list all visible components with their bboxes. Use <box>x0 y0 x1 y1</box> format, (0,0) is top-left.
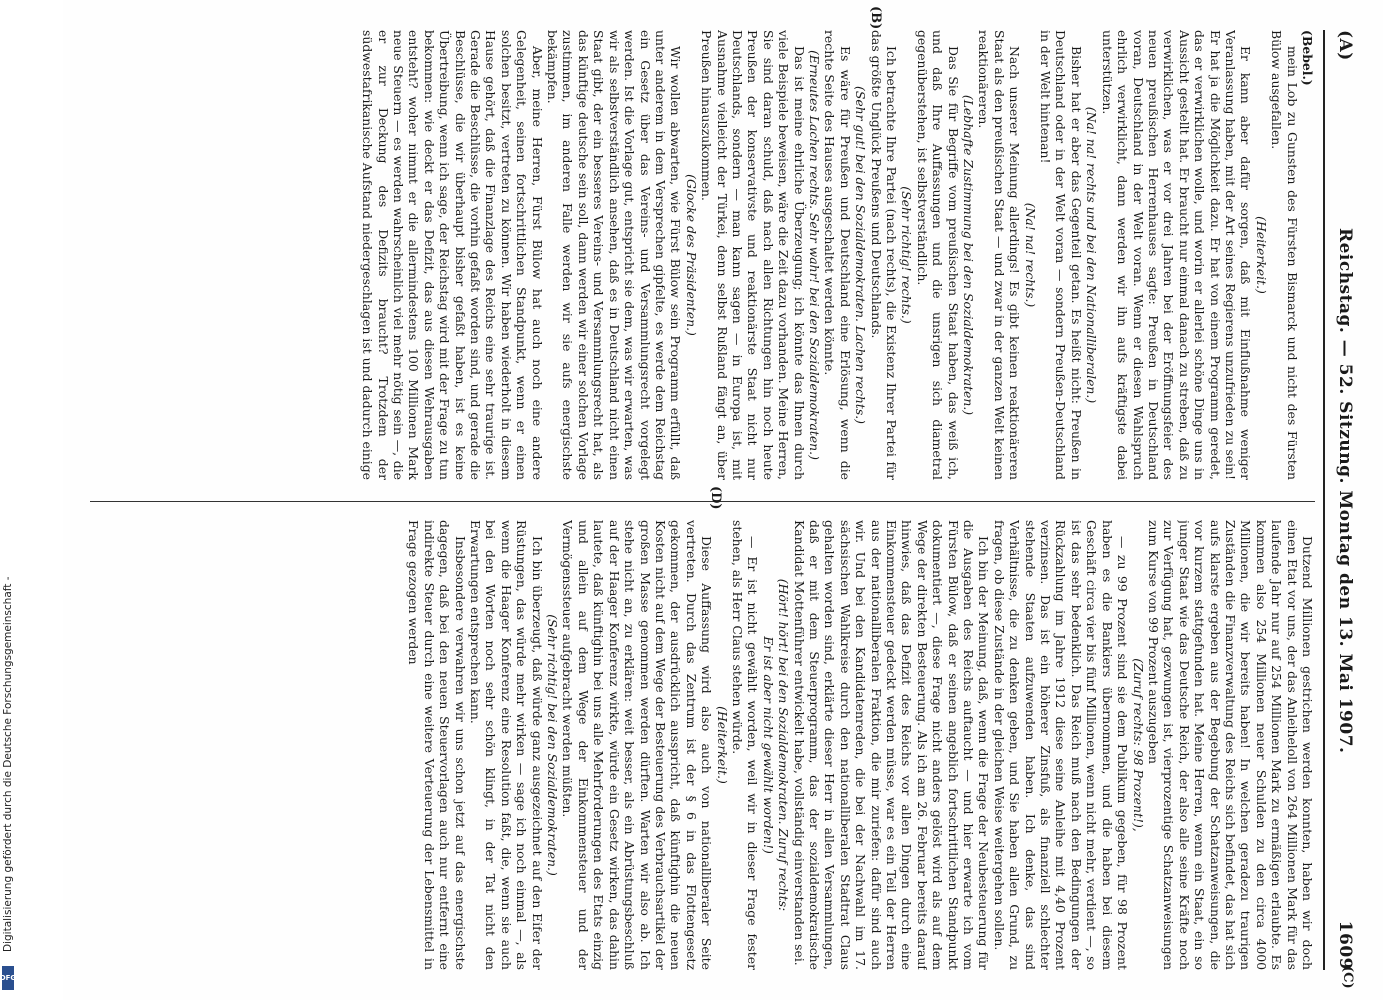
interjection: (Glocke des Präsidenten.) <box>683 174 699 336</box>
digitization-credit <box>3 32 17 992</box>
dfg-logo-text: DFG <box>0 974 17 982</box>
interjection: Er ist aber nicht gewählt worden!) <box>760 636 776 854</box>
interjection: (Na! na! rechts.) <box>1022 202 1038 308</box>
margin-mark-b: (B) <box>868 6 883 30</box>
paragraph: — Er ist nicht gewählt worden, weil wir in dieser Frage fester stehen, als Herr Claus stehen würde. <box>729 520 761 970</box>
paragraph: Diese Auffassung wird also auch von nationalliberaler Seite vertreten. Durch das Zentrum ist der § 6 in das Flottengesetz gekommen, der ausdrücklich ausspricht, daß künftighin die neuen Kosten nicht auf dem Wege der Besteuerung des Verbrauchsartikel der großen Masse genommen werden dürften. Warten wir also ab. Ich stehe nicht an, zu erklären: weit besser, als ein Abrüstungsbeschluß auf der Haager Konferenz wirkte, würde ein Gesetz wirken, das dahin lautete, daß künftighin bei uns alle Mehrforderungen des Etats einzig und allein auf dem Wege der Einkommensteuer und der Vermögenssteuer aufgebracht werden müßten. <box>560 520 715 970</box>
paragraph: Er kann aber dafür sorgen, daß mit Einflußnahme weniger Veranlassung haben, mit der Art seines Regierens unzufrieden zu sein! Er hat ja die Möglichkeit dazu. Er hat von einem Programm geredet, das er verwirklichen wolle, und worin er allerlei schöne Dinge uns in Aussicht gestellt hat. Er braucht nur einmal danach zu streben, daß zu verwirklichen, was er vor drei Jahren bei der Eröffnungsfeier des neuen preußischen Herrenhauses sagte: Preußen in Deutschland voran, Deutschland in der Welt voran. Wenn er diesen Wahlspruch ehrlich verwirklicht, dann werden wir ihn aufs kräftigste dabei unterstützen. <box>1099 30 1254 480</box>
paragraph: mein Lob zu Gunsten des Fürsten Bismarck und nicht des Fürsten Bülow ausgefallen. <box>1269 30 1300 480</box>
paragraph: Wir wollen abwarten, wie Fürst Bülow sein Programm erfüllt, daß unter anderem in dem Versprechen gipfelte, es werde dem Reichstag ein Gesetz über das Vereins- und Versammlungsrecht vorgelegt werden. Ist die Vorlage gut, entspricht sie dem, was wir erwarten, was wir als selbstverständlich ansehen, daß es in Deutschland nicht einen Staat gibt, der ein besseres Vereins- und Versammlungsrecht hat, als das künftige deutsche sein soll, dann werden wir einer solchen Vorlage zustimmen, im anderen Falle werden wir sie aufs energischste bekämpfen. <box>545 30 684 480</box>
interjection: (Sehr gut! bei den Sozialdemokraten. Lachen rechts.) <box>853 86 869 424</box>
column-divider <box>90 501 1315 502</box>
paragraph: Ich bin der Meinung, daß, wenn die Frage der Neubesteuerung für die Ausgaben des Reichs auftaucht — und hier erwarte ich vom Fürsten Bülow, daß er seinen angeblich fortschrittlichen Standpunkt dokumentiert —, diese Frage nicht anders gelöst wird als auf dem Wege der direkten Besteuerung. Als ich am 26. Februar bereits darauf hinwies, daß das Defizit des Reichs vor allen Dingen durch eine Einkommensteuer gedeckt werden müsse, war es ein Teil der Herren aus der nationalliberalen Fraktion, die mir zuriefen: dafür sind auch wir. Und bei den Kandidatenreden, die bei der Nachwahl im 17. sächsischen Wahlkreise durch den nationalliberalen Stadtrat Claus gehalten worden sind, erklärte dieser Herr in allen Versammlungen, daß er mit dem Steuerprogramm, das der sozialdemokratische Kandidat Mottenführer entwickelt habe, vollständig einverstanden sei. <box>791 520 992 970</box>
page-header <box>1323 30 1365 970</box>
dfg-logo-icon <box>0 966 17 990</box>
paragraph: Das ist meine ehrliche Überzeugung; ich könnte das Ihnen durch viele Beispiele beweisen, wäre die Zeit dazu vorhanden. Meine Herren, Sie sind daran schuld, daß nach allen Richtungen hin noch heute Preußen der konservativste und reaktionärste Staat nicht nur Deutschlands, sondern — man kann sagen — in Europa ist, mit Ausnahme vielleicht der Türkei, denn selbst Rußland fängt an, über Preußen hinauszukommen. <box>699 30 807 480</box>
margin-mark-c: (C) <box>1340 966 1355 989</box>
interjection: (Sehr richtig! rechts.) <box>899 186 915 324</box>
paragraph: Es wäre für Preußen und Deutschland eine Erlösung, wenn die rechte Seite des Hauses ausgeschaltet werden könnte. <box>822 30 853 480</box>
paragraph: Aber, meine Herren, Fürst Bülow hat auch noch eine andere Gelegenheit, seinen fortschrittlichen Standpunkt, wenn er einen solchen besitzt, vertreten zu können. Wir haben wiederholt in diesem Hause gehört, daß die Finanzlage des Reichs eine sehr traurige ist. Gerade die Beschlüsse, die vorhin gefaßt worden sind, und gerade die Beschlüsse, die wir überhaupt bisher gefaßt haben, ist es keine Übertreibung, wenn ich sage, der Reichstag wird mit der Frage zu tun bekommen: wie deckt er das Defizit, das aus diesen Wehrausgaben entsteht? woher nimmt er die allermindestens 100 Millionen Mark neue Steuern — es werden wahrscheinlich viel mehr nötig sein —, die er zur Deckung des Defizits braucht? Trotzdem der südwestafrikanische Aufstand niedergeschlagen ist und dadurch einige <box>360 30 545 480</box>
margin-mark-d: (D) <box>708 486 723 510</box>
interjection: (Zuruf rechts: 98 Prozent!), <box>1130 658 1146 832</box>
interjection: (Na! na! rechts und bei den Nationalliberalen.) <box>1084 106 1100 404</box>
credit-text: Digitalisierung gefördert durch die Deutsche Forschungsgemeinschaft - <box>2 576 14 952</box>
page-title: Reichstag. — 52. Sitzung. Montag den 13. Mai 1907. <box>1335 227 1355 754</box>
interjection: (Sehr richtig! bei den Sozialdemokraten.) <box>545 614 561 876</box>
interjection: (Heiterkeit.) <box>1253 216 1269 294</box>
interjection: (Erneutes Lachen rechts. Sehr wahr! bei den Sozialdemokraten.) <box>807 50 822 460</box>
right-column <box>85 520 1315 970</box>
paragraph: Insbesondere verwahren wir uns schon jetzt auf das energischste dagegen, daß bei den neuen Steuervorlagen auch nur entfernt eine indirekte Steuer durch eine weitere Verteuerung der Lebensmittel in Frage gezogen werden <box>406 520 468 970</box>
left-column <box>85 30 1315 480</box>
interjection: (Heiterkeit.) <box>714 706 730 784</box>
paragraph: Dutzend Millionen gestrichen werden konnten, haben wir doch einen Etat vor uns, der das Anleiheloll von 264 Millionen Mark für das laufende Jahr nur auf 254 Millionen Mark zu ermäßigen erlaubte. Es kommen also 254 Millionen neuer Schulden zu den circa 4000 Millionen, die wir bereits haben! In welchen geradezu traurigen Zuständen die Finanzverwaltung des Reichs sich befindet, das hat sich aufs klarste ergeben aus der Begebung der Schatzanweisungen, die vor kurzem stattgefunden hat. Meine Herren, wenn ein Staat, ein so junger Staat wie das Deutsche Reich, der also alle seine Kräfte noch zur Verfügung hat, gezwungen ist, vierprozentige Schatzanweisungen zum Kurse von 99 Prozent auszugeben <box>1145 520 1315 970</box>
rotated-document-page <box>63 0 1383 1000</box>
paragraph: Bisher hat er aber das Gegenteil getan. Es heißt nicht: Preußen in Deutschland oder in der Welt voran — sondern Preußen-Deutschland in der Welt hintenan! <box>1038 30 1084 480</box>
interjection: (Lebhafte Zustimmung bei den Sozialdemokraten.) <box>961 94 977 416</box>
paragraph: Nach unserer Meinung allerdings! Es gibt keinen reaktionäreren Staat als den preußischen Staat — und zwar in der ganzen Welt keinen reaktionäreren. <box>976 30 1023 480</box>
margin-mark-a: (A) <box>1335 30 1355 61</box>
interjection: (Hört! hört! bei den Sozialdemokraten. Zuruf rechts: <box>776 578 792 912</box>
paragraph: Das Sie für Begriffe vom preußischen Staat haben, das weiß ich, und daß Ihre Auffassungen und die unsrigen sich diametral gegenüberstehen, ist selbstverständlich. <box>914 30 961 480</box>
paragraph: — zu 99 Prozent sind sie dem Publikum gegeben, für 98 Prozent haben es die Bankiers übernommen, und die haben bei diesem Geschäft circa vier bis fünf Millionen, wenn nicht mehr, verdient —, so ist das sehr bedenklich. Das Reich muß nach den Bedingungen der Rückzahlung im Jahre 1912 diese seine Anleihe mit 4,40 Prozent verzinsen. Das ist ein höherer Zinsfuß, als finanziell schlechter stehende Staaten aufzuwenden haben. Ich denke, das sind Verhältnisse, die zu denken geben, und Sie haben allen Grund, zu fragen, ob diese Zustände in der gleichen Weise weitergehen sollen. <box>991 520 1131 970</box>
paragraph: Ich betrachte Ihre Partei (nach rechts), die Existenz Ihrer Partei für das größte Unglück Preußens und Deutschlands. <box>868 30 900 480</box>
paragraph: Ich bin überzeugt, daß würde ganz ausgezeichnet auf den Eifer der Rüstungen, das würde mehr wirken — sage ich noch einmal —, als wenn die Haager Konferenz eine Resolution faßt, die, wenn sie auch bei den Worten noch sehr schön klingt, in der Tat nicht den Erwartungen entsprechen kann. <box>468 520 545 970</box>
speaker-label: (Bebel.) <box>1300 30 1315 86</box>
page-number: 1609 <box>1335 920 1355 970</box>
